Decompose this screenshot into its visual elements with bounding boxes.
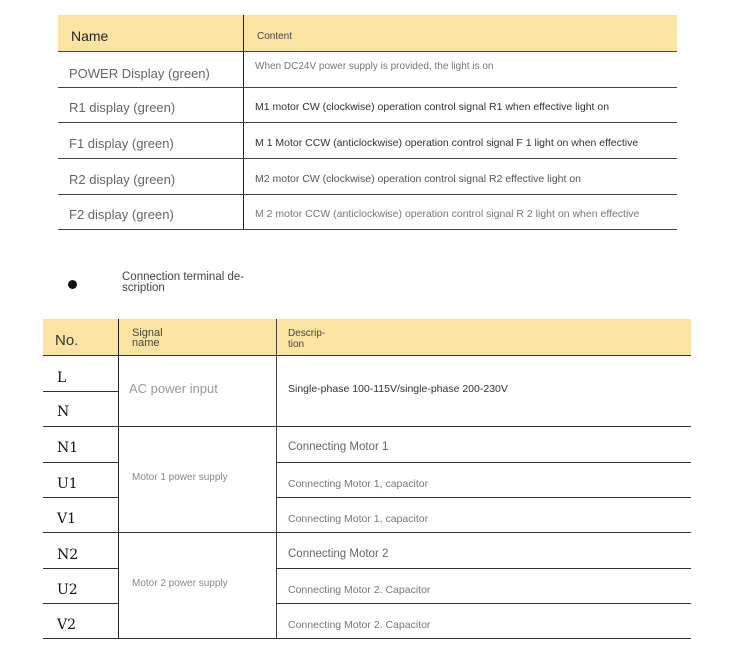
row-divider [58,229,677,230]
row-name: R1 display (green) [69,100,176,115]
terminal-description: Connecting Motor 1, capacitor [288,478,429,490]
terminal-table-column-divider [276,319,277,638]
row-divider [43,603,118,604]
row-divider [43,426,691,427]
row-divider [276,462,691,463]
signal-name: Motor 1 power supply [132,472,228,483]
header-no: No. [55,332,79,349]
header-content: Content [257,31,293,42]
terminal-description: Connecting Motor 1, capacitor [288,513,429,525]
signal-name: AC power input [129,381,218,396]
row-divider [276,603,691,604]
terminal-description: Connecting Motor 2. Capacitor [288,619,431,631]
header-description: Descrip-tion [288,328,326,350]
terminal-no: U2 [57,582,78,598]
row-content: M 1 Motor CCW (anticlockwise) operation control signal F 1 light on when effective [255,137,639,149]
header-name: Name [71,28,109,44]
row-divider [43,568,118,569]
bullet-icon [68,280,77,289]
terminal-description: Single-phase 100-115V/single-phase 200-230V [288,383,508,395]
terminal-no: N1 [57,440,79,456]
row-divider [58,87,677,88]
row-name: R2 display (green) [69,172,176,187]
terminal-no: L [57,370,67,386]
row-divider [276,497,691,498]
terminal-no: U1 [57,476,78,492]
terminal-no: V2 [57,617,77,633]
row-name: F2 display (green) [69,207,174,222]
signal-name: Motor 2 power supply [132,578,228,589]
terminal-no: N [57,404,70,420]
terminal-description: Connecting Motor 2. Capacitor [288,584,431,596]
row-divider [43,497,118,498]
row-divider [58,194,677,195]
row-divider [58,158,677,159]
terminal-description: Connecting Motor 2 [288,548,389,560]
terminal-no: N2 [57,547,79,563]
row-divider [43,462,118,463]
row-divider [43,355,691,356]
status-table-header [58,15,677,51]
row-divider [276,568,691,569]
terminal-table-column-divider [118,319,119,638]
row-divider [43,532,691,533]
row-content: M1 motor CW (clockwise) operation control signal R1 when effective light on [255,101,610,113]
row-divider [43,391,118,392]
row-name: F1 display (green) [69,136,174,151]
row-divider [58,122,677,123]
terminal-no: V1 [57,511,77,527]
row-divider [43,638,691,639]
section-title: Connection terminal de-scription [122,271,245,294]
row-content: M 2 motor CCW (anticlockwise) operation control signal R 2 light on when effective [255,208,640,220]
row-content: When DC24V power supply is provided, the light is on [255,61,494,72]
header-signal-name: Signal name [132,327,163,349]
row-divider [58,51,677,52]
row-content: M2 motor CW (clockwise) operation control signal R2 effective light on [255,173,582,185]
terminal-description: Connecting Motor 1 [288,441,389,453]
row-name: POWER Display (green) [69,66,210,81]
